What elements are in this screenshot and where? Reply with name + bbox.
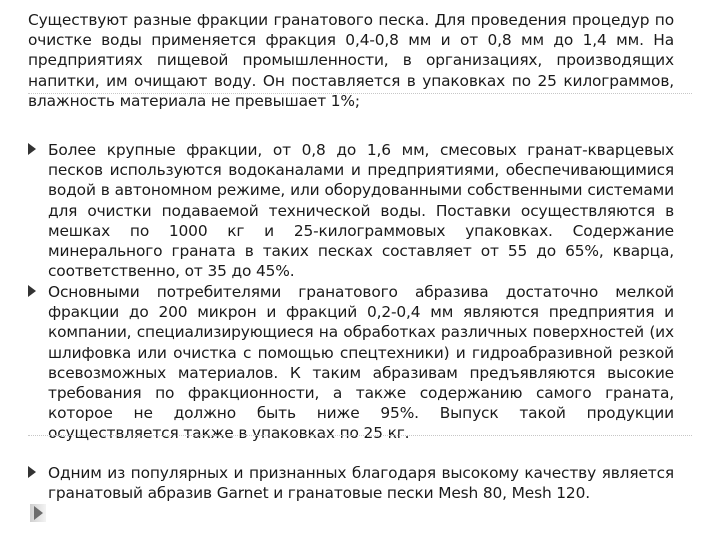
play-arrow-icon [34, 506, 43, 520]
bullet-text: Более крупные фракции, от 0,8 до 1,6 мм, смесовых гранат-кварцевых песков используются водоканалами и предприятиями, обеспечивающимися водой в автономном режиме, или оборудованными собственными системами для очистки подаваемой технической воды. Поставки осуществляются в мешках по 1000 кг и 25-килограммовых упаковках. Содержание минерального граната в таких песках составляет от 55 до 65%, кварца, соответственно, от 35 до 45%. [48, 141, 674, 281]
divider-rule [28, 435, 692, 436]
triangle-bullet-icon [28, 143, 36, 155]
intro-paragraph: Существуют разные фракции гранатового песка. Для проведения процедур по очистке воды применяется фракция 0,4-0,8 мм и от 0,8 мм до 1,4 мм. На предприятиях пищевой промышленности, в организациях, производящих напитки, им очищают воду. Он поставляется в упаковках по 25 килограммов, влажность материала не превышает 1%; [28, 11, 674, 110]
bullet-text: Одним из популярных и признанных благодаря высокому качеству является гранатовый абразив Garnet и гранатовые пески Mesh 80, Mesh 120. [48, 464, 674, 503]
divider-rule [28, 93, 692, 94]
triangle-bullet-icon [28, 466, 36, 478]
bullet-text: Основными потребителями гранатового абразива достаточно мелкой фракции до 200 микрон и фракций 0,2-0,4 мм являются предприятия и компании, специализирующиеся на обработках различных поверхностей (их шлифовка или очистка с помощью спецтехники) и гидроабразивной резкой всевозможных материалов. К таким абразивам предъявляются высокие требования по фракционности, а также содержанию самого граната, которое не должно быть ниже 95%. Выпуск такой продукции осуществляется также в упаковках по 25 кг. [48, 283, 674, 443]
triangle-bullet-icon [28, 285, 36, 297]
